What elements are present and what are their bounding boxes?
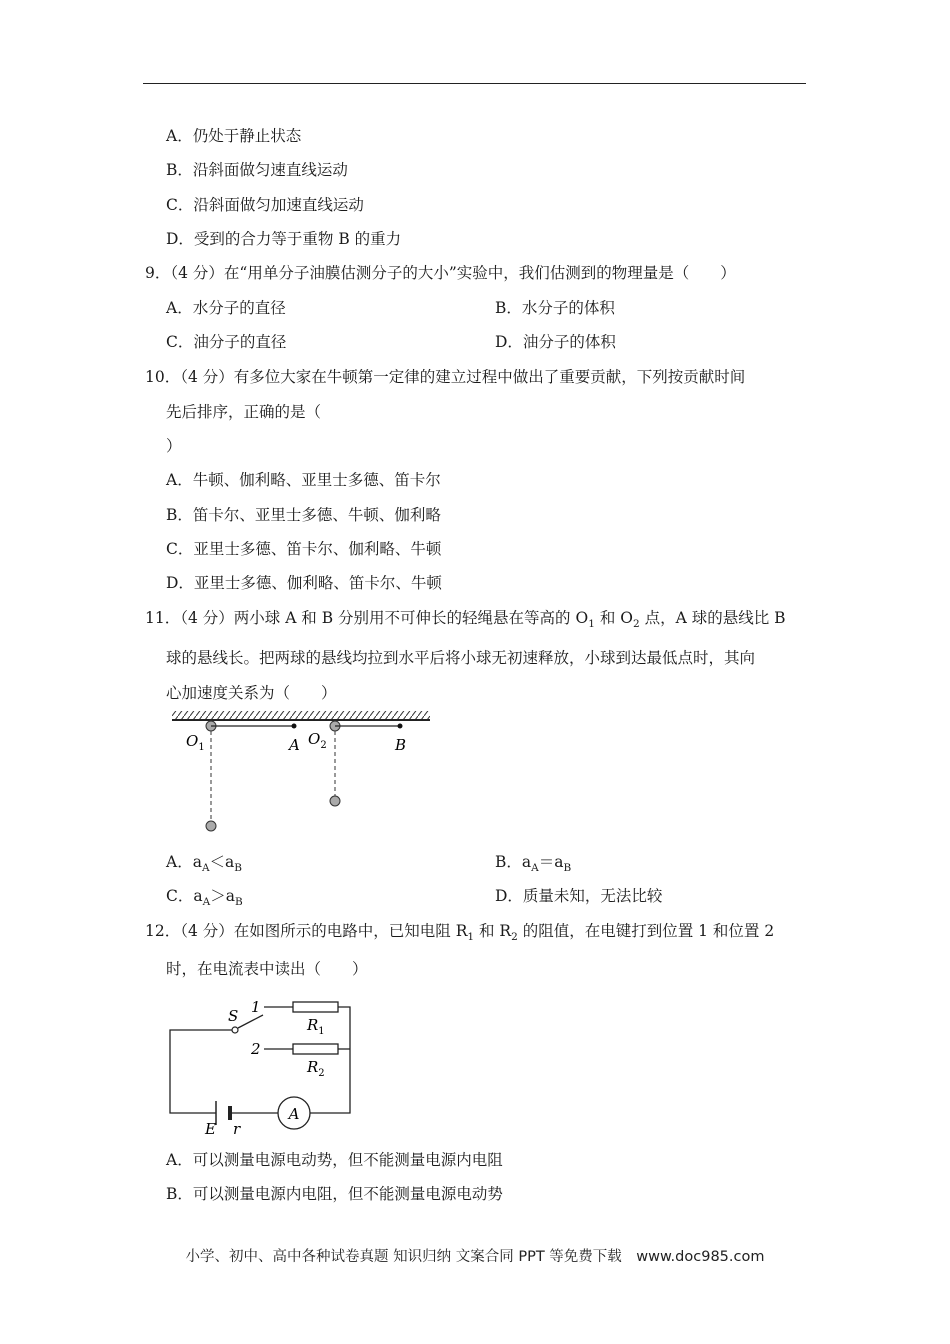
label-r2: $R_2$ xyxy=(307,1058,325,1079)
q12-option-a: A．可以测量电源电动势，但不能测量电源内电阻 xyxy=(166,1151,503,1169)
ball-b-horizontal xyxy=(398,724,403,729)
q8-option-d: D．受到的合力等于重物 B 的重力 xyxy=(166,230,402,248)
q10-option-c: C．亚里士多德、笛卡尔、伽利略、牛顿 xyxy=(166,540,442,558)
label-b: B xyxy=(395,736,407,754)
q10-option-d: D．亚里士多德、伽利略、笛卡尔、牛顿 xyxy=(166,574,442,592)
ball-a-lowest xyxy=(206,821,216,831)
label-pos1: 1 xyxy=(251,998,261,1016)
q9-option-c: C．油分子的直径 xyxy=(166,333,287,351)
label-o1: $O_1$ xyxy=(186,732,205,753)
ceiling-hatch xyxy=(172,711,430,720)
q8-option-b: B．沿斜面做匀速直线运动 xyxy=(166,161,348,179)
q12-circuit-figure xyxy=(160,985,370,1137)
q10-option-b: B．笛卡尔、亚里士多德、牛顿、伽利略 xyxy=(166,506,441,524)
q11-option-a: A．$a_A<a_B$ xyxy=(166,853,242,874)
q12-option-b: B．可以测量电源内电阻，但不能测量电源电动势 xyxy=(166,1185,503,1203)
q10-option-a: A．牛顿、伽利略、亚里士多德、笛卡尔 xyxy=(166,471,441,489)
q12-stem-line2: 时，在电流表中读出（ ） xyxy=(166,960,368,978)
footer-text: 小学、初中、高中各种试卷真题 知识归纳 文案合同 PPT 等免费下载 www.doc985.com xyxy=(185,1249,765,1265)
label-r: r xyxy=(233,1120,241,1137)
ball-a-horizontal xyxy=(292,724,297,729)
q11-option-d: D．质量未知，无法比较 xyxy=(495,887,663,905)
resistor-r1 xyxy=(293,1002,338,1012)
switch-pivot xyxy=(232,1027,238,1033)
q10-stem-line1: 10．（4 分）有多位大家在牛顿第一定律的建立过程中做出了重要贡献，下列按贡献时间 xyxy=(145,368,746,386)
q9-option-d: D．油分子的体积 xyxy=(495,333,616,351)
q11-option-c: C．$a_A>a_B$ xyxy=(166,887,243,908)
q10-stem-line2: 先后排序，正确的是（ xyxy=(166,403,322,421)
wire-left xyxy=(170,1030,232,1113)
q9-stem: 9．（4 分）在“用单分子油膜估测分子的大小”实验中，我们估测到的物理量是（ ） xyxy=(145,264,736,282)
q8-option-c: C．沿斜面做匀加速直线运动 xyxy=(166,196,364,214)
label-a: A xyxy=(289,736,300,754)
q10-stem-line3: ） xyxy=(166,437,182,455)
label-o2: $O_2$ xyxy=(308,730,327,751)
q8-option-a: A．仍处于静止状态 xyxy=(166,127,302,145)
q11-pendulum-figure xyxy=(160,708,450,838)
q9-option-a: A．水分子的直径 xyxy=(166,299,286,317)
q9-option-b: B．水分子的体积 xyxy=(495,299,615,317)
q11-option-b: B．$a_A=a_B$ xyxy=(495,853,572,874)
label-pos2: 2 xyxy=(251,1040,261,1058)
header-rule xyxy=(143,83,806,84)
q11-stem-line1: 11．（4 分）两小球 A 和 B 分别用不可伸长的轻绳悬在等高的 $O_1$ 和 $O_2$ 点，A 球的悬线比 B xyxy=(145,609,786,630)
label-s: S xyxy=(228,1007,239,1025)
q11-stem-line2: 球的悬线长。把两球的悬线均拉到水平后将小球无初速释放，小球到达最低点时，其向 xyxy=(166,649,756,667)
label-r1: $R_1$ xyxy=(307,1016,325,1037)
label-e: E xyxy=(205,1120,216,1137)
switch-blade xyxy=(238,1015,263,1028)
ball-b-lowest xyxy=(330,796,340,806)
resistor-r2 xyxy=(293,1044,338,1054)
ammeter-label: A xyxy=(288,1105,300,1123)
q11-stem-line3: 心加速度关系为（ ） xyxy=(166,684,337,702)
q12-stem-line1: 12．（4 分）在如图所示的电路中，已知电阻 $R_1$ 和 $R_2$ 的阻值，在电键打到位置 1 和位置 2 xyxy=(145,922,775,943)
